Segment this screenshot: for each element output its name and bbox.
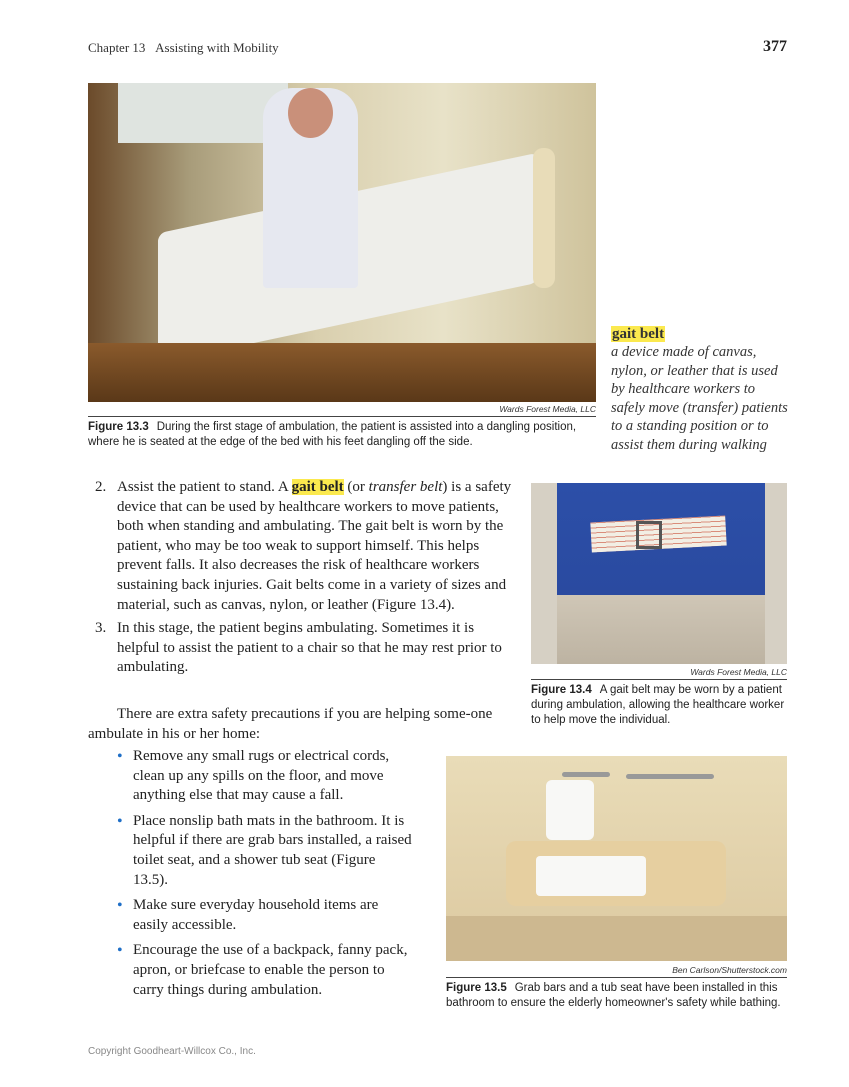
bullet-icon: • [117, 812, 123, 830]
bullet-item [117, 747, 412, 806]
step-text: Assist the patient to stand. A [117, 479, 292, 495]
chapter-title: Assisting with Mobility [155, 40, 279, 55]
body-paragraph: There are extra safety precautions if you are helping some-one ambulate in his or her home: [88, 706, 493, 742]
step-list [95, 478, 515, 678]
figure-label: Figure 13.4 [531, 684, 592, 696]
highlighted-term: gait belt [291, 479, 344, 495]
glossary-entry [611, 325, 791, 454]
photo-bathroom-grab-bars [446, 756, 787, 961]
bullet-list [117, 747, 412, 1000]
figure-caption [88, 420, 596, 450]
figure-caption [531, 683, 789, 728]
figure-credit: Ben Carlson/Shutterstock.com [672, 965, 787, 975]
copyright-footer: Copyright Goodheart-Willcox Co., Inc. [88, 1046, 256, 1057]
figure-credit: Wards Forest Media, LLC [690, 667, 787, 677]
bullet-item [117, 896, 412, 935]
bullet-item [117, 812, 412, 890]
italic-term: transfer belt [368, 479, 443, 495]
chapter-number: Chapter 13 [88, 40, 146, 55]
glossary-definition: a device made of canvas, nylon, or leather that is used by healthcare workers to safely move (transfer) patients to a standing position or to assist them during walking [611, 344, 788, 453]
bullet-text: Encourage the use of a backpack, fanny pack, apron, or briefcase to enable the person to carry things during ambulation. [133, 942, 408, 998]
caption-text: Grab bars and a tub seat have been installed in this bathroom to ensure the elderly homeowner's safety while bathing. [446, 982, 781, 1009]
bullet-icon: • [117, 942, 123, 960]
glossary-term: gait belt [612, 326, 665, 342]
figure-credit: Wards Forest Media, LLC [499, 404, 596, 414]
photo-patient-on-bed [88, 83, 596, 402]
photo-gait-belt [531, 483, 787, 664]
bullet-text: Remove any small rugs or electrical cords, clean up any spills on the floor, and move anything else that may cause a fall. [133, 748, 390, 804]
divider [446, 977, 787, 978]
figure-caption [446, 981, 791, 1011]
bullet-text: Make sure everyday household items are easily accessible. [133, 897, 379, 933]
divider [531, 679, 787, 680]
caption-text: A gait belt may be worn by a patient during ambulation, allowing the healthcare worker to help move the individual. [531, 684, 785, 726]
step-item [95, 619, 515, 678]
step-text: In this stage, the patient begins ambulating. Sometimes it is helpful to assist the patient to a chair so that he may rest prior to ambulating. [117, 620, 502, 676]
bullet-icon: • [117, 897, 123, 915]
step-number: 3. [95, 620, 107, 637]
bullet-icon: • [117, 748, 123, 765]
figure-label: Figure 13.5 [446, 982, 507, 994]
step-text: (or [343, 479, 369, 495]
figure-label: Figure 13.3 [88, 421, 149, 433]
step-text: ) is a safety device that can be used by healthcare workers to move patients, both when standing and ambulating. The gait belt is worn by the patient, who may be too weak to support himself. This helps prevent falls. It also decreases the risk of healthcare workers sustaining back injuries. Gait belts come in a variety of sizes and material, such as canvas, nylon, or leather (Figure 13.4). [117, 479, 512, 613]
running-header [88, 40, 279, 56]
step-number: 2. [95, 479, 107, 495]
page-number: 377 [763, 38, 787, 55]
divider [88, 416, 596, 417]
bullet-item [117, 941, 412, 1000]
caption-text: During the first stage of ambulation, the patient is assisted into a dangling position, where he is seated at the edge of the bed with his feet dangling off the side. [88, 421, 577, 448]
bullet-text: Place nonslip bath mats in the bathroom. It is helpful if there are grab bars installed, a raised toilet seat, and a shower tub seat (Figure 13.5). [133, 812, 412, 888]
step-item [95, 478, 515, 615]
